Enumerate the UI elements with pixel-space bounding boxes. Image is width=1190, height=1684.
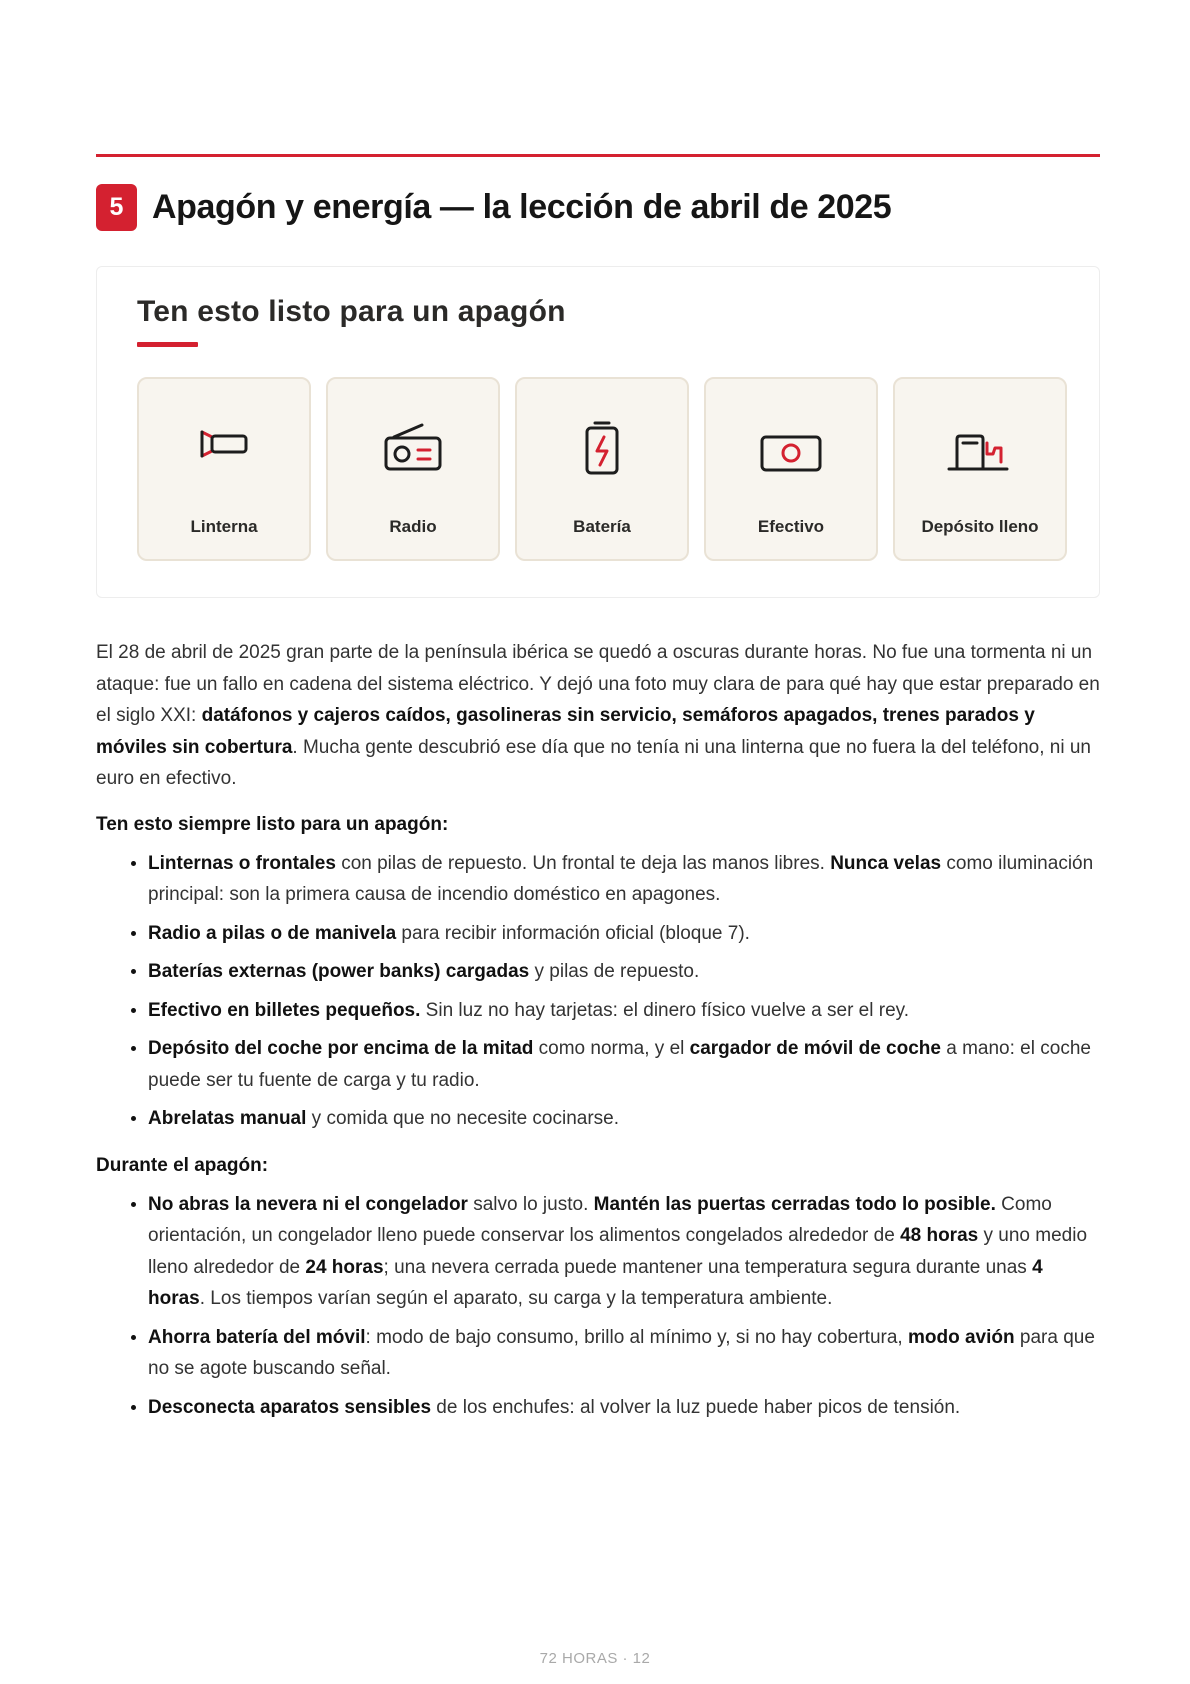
list-item xyxy=(148,918,1101,950)
battery-icon xyxy=(567,419,637,479)
bold-run: Abrelatas manual xyxy=(148,1108,307,1129)
bold-run: datáfonos y cajeros caídos, gasolineras sin servicio, semáforos apagados, trenes parados y móviles sin cobertura xyxy=(96,705,1035,758)
section-header xyxy=(96,183,891,231)
section-title: Apagón y energía — la lección de abril de 2025 xyxy=(152,187,892,226)
bold-run: Depósito del coche por encima de la mitad xyxy=(148,1038,534,1059)
text-run: de los enchufes: al volver la luz puede haber picos de tensión. xyxy=(431,1396,961,1418)
during-heading: Durante el apagón: xyxy=(96,1154,269,1176)
list-item xyxy=(148,1322,1101,1385)
text-run: Como orientación, un congelador lleno puede conservar los alimentos congelados alrededor de xyxy=(148,1193,1052,1246)
text-run: a mano: el coche puede ser tu fuente de carga y tu radio. xyxy=(148,1038,1091,1091)
text-run: para que no se agote buscando señal. xyxy=(148,1326,1095,1379)
tile-label: Linterna xyxy=(190,517,258,536)
list-item xyxy=(148,848,1101,911)
text-run: para recibir información oficial (bloque 7). xyxy=(396,922,750,944)
bold-run: Ahorra batería del móvil xyxy=(148,1326,366,1348)
bold-run: Linternas o frontales xyxy=(148,852,336,874)
intro-paragraph xyxy=(96,637,1101,795)
fuel-pump-icon xyxy=(945,419,1015,479)
checklist-panel xyxy=(96,266,1100,598)
tile-label: Radio xyxy=(389,517,437,536)
cash-icon xyxy=(756,419,826,479)
text-run: salvo lo justo. xyxy=(467,1193,594,1215)
ready-list xyxy=(96,848,1101,1135)
text-run: ; una nevera cerrada puede mantener una temperatura segura durante unas xyxy=(383,1256,1033,1278)
tile-linterna xyxy=(137,377,311,561)
list-item xyxy=(148,1033,1101,1096)
tile-radio xyxy=(326,377,500,561)
list-item xyxy=(148,1392,1101,1424)
panel-title: Ten esto listo para un apagón xyxy=(137,295,566,328)
bold-run: Mantén las puertas cerradas todo lo posible. xyxy=(593,1193,996,1215)
list-item xyxy=(148,1103,1101,1135)
top-rule xyxy=(96,154,1100,157)
radio-icon xyxy=(378,419,448,479)
section-number-badge: 5 xyxy=(96,184,137,231)
during-list xyxy=(96,1189,1101,1424)
list-item xyxy=(148,995,1101,1027)
bold-run: 48 horas xyxy=(900,1225,979,1246)
panel-title-underline xyxy=(137,342,198,347)
text-run: como iluminación principal: son la primera causa de incendio doméstico en apagones. xyxy=(148,852,1094,905)
tile-bateria xyxy=(515,377,689,561)
bold-run: Nunca velas xyxy=(830,852,942,874)
tile-label: Batería xyxy=(573,517,631,536)
article-body xyxy=(96,637,1101,1430)
tile-deposito-lleno xyxy=(893,377,1067,561)
tile-efectivo xyxy=(704,377,878,561)
tile-label: Efectivo xyxy=(757,517,825,536)
flashlight-icon xyxy=(189,419,259,479)
bold-run: 4 horas xyxy=(148,1256,1043,1309)
bold-run: Desconecta aparatos sensibles xyxy=(148,1396,432,1418)
text-run: . Mucha gente descubrió ese día que no tenía ni una linterna que no fuera la del teléfono, ni un euro en efectivo. xyxy=(96,736,1091,789)
bold-run: modo avión xyxy=(907,1326,1015,1348)
text-run: y uno medio lleno alrededor de xyxy=(148,1225,1088,1278)
text-run: y comida que no necesite cocinarse. xyxy=(306,1108,620,1129)
list-item xyxy=(148,1189,1101,1315)
text-run: Sin luz no hay tarjetas: el dinero físico vuelve a ser el rey. xyxy=(420,999,910,1021)
bold-run: cargador de móvil de coche xyxy=(689,1038,941,1059)
text-run: : modo de bajo consumo, brillo al mínimo y, si no hay cobertura, xyxy=(365,1326,908,1348)
item-tiles xyxy=(137,377,1067,561)
bold-run: Radio a pilas o de manivela xyxy=(148,922,397,944)
bold-run: No abras la nevera ni el congelador xyxy=(148,1193,468,1215)
text-run: y pilas de repuesto. xyxy=(529,961,700,982)
bold-run: Efectivo en billetes pequeños. xyxy=(148,999,421,1021)
list-item xyxy=(148,956,1101,988)
tile-label: Depósito lleno xyxy=(921,517,1039,536)
text-run: . Los tiempos varían según el aparato, su carga y la temperatura ambiente. xyxy=(199,1288,833,1309)
page-footer: 72 HORAS · 12 xyxy=(539,1650,651,1667)
bold-run: Baterías externas (power banks) cargadas xyxy=(148,961,530,982)
text-run: El 28 de abril de 2025 gran parte de la península ibérica se quedó a oscuras durante horas. No fue una tormenta ni un ataque: fue un fallo en cadena del sistema eléctrico. Y dejó una foto muy clara de para qué hay que estar preparado en el siglo XXI: xyxy=(96,642,1100,726)
bold-run: 24 horas xyxy=(305,1256,384,1278)
text-run: como norma, y el xyxy=(533,1038,690,1059)
ready-heading: Ten esto siempre listo para un apagón: xyxy=(96,813,449,835)
text-run: con pilas de repuesto. Un frontal te deja las manos libres. xyxy=(335,852,831,874)
